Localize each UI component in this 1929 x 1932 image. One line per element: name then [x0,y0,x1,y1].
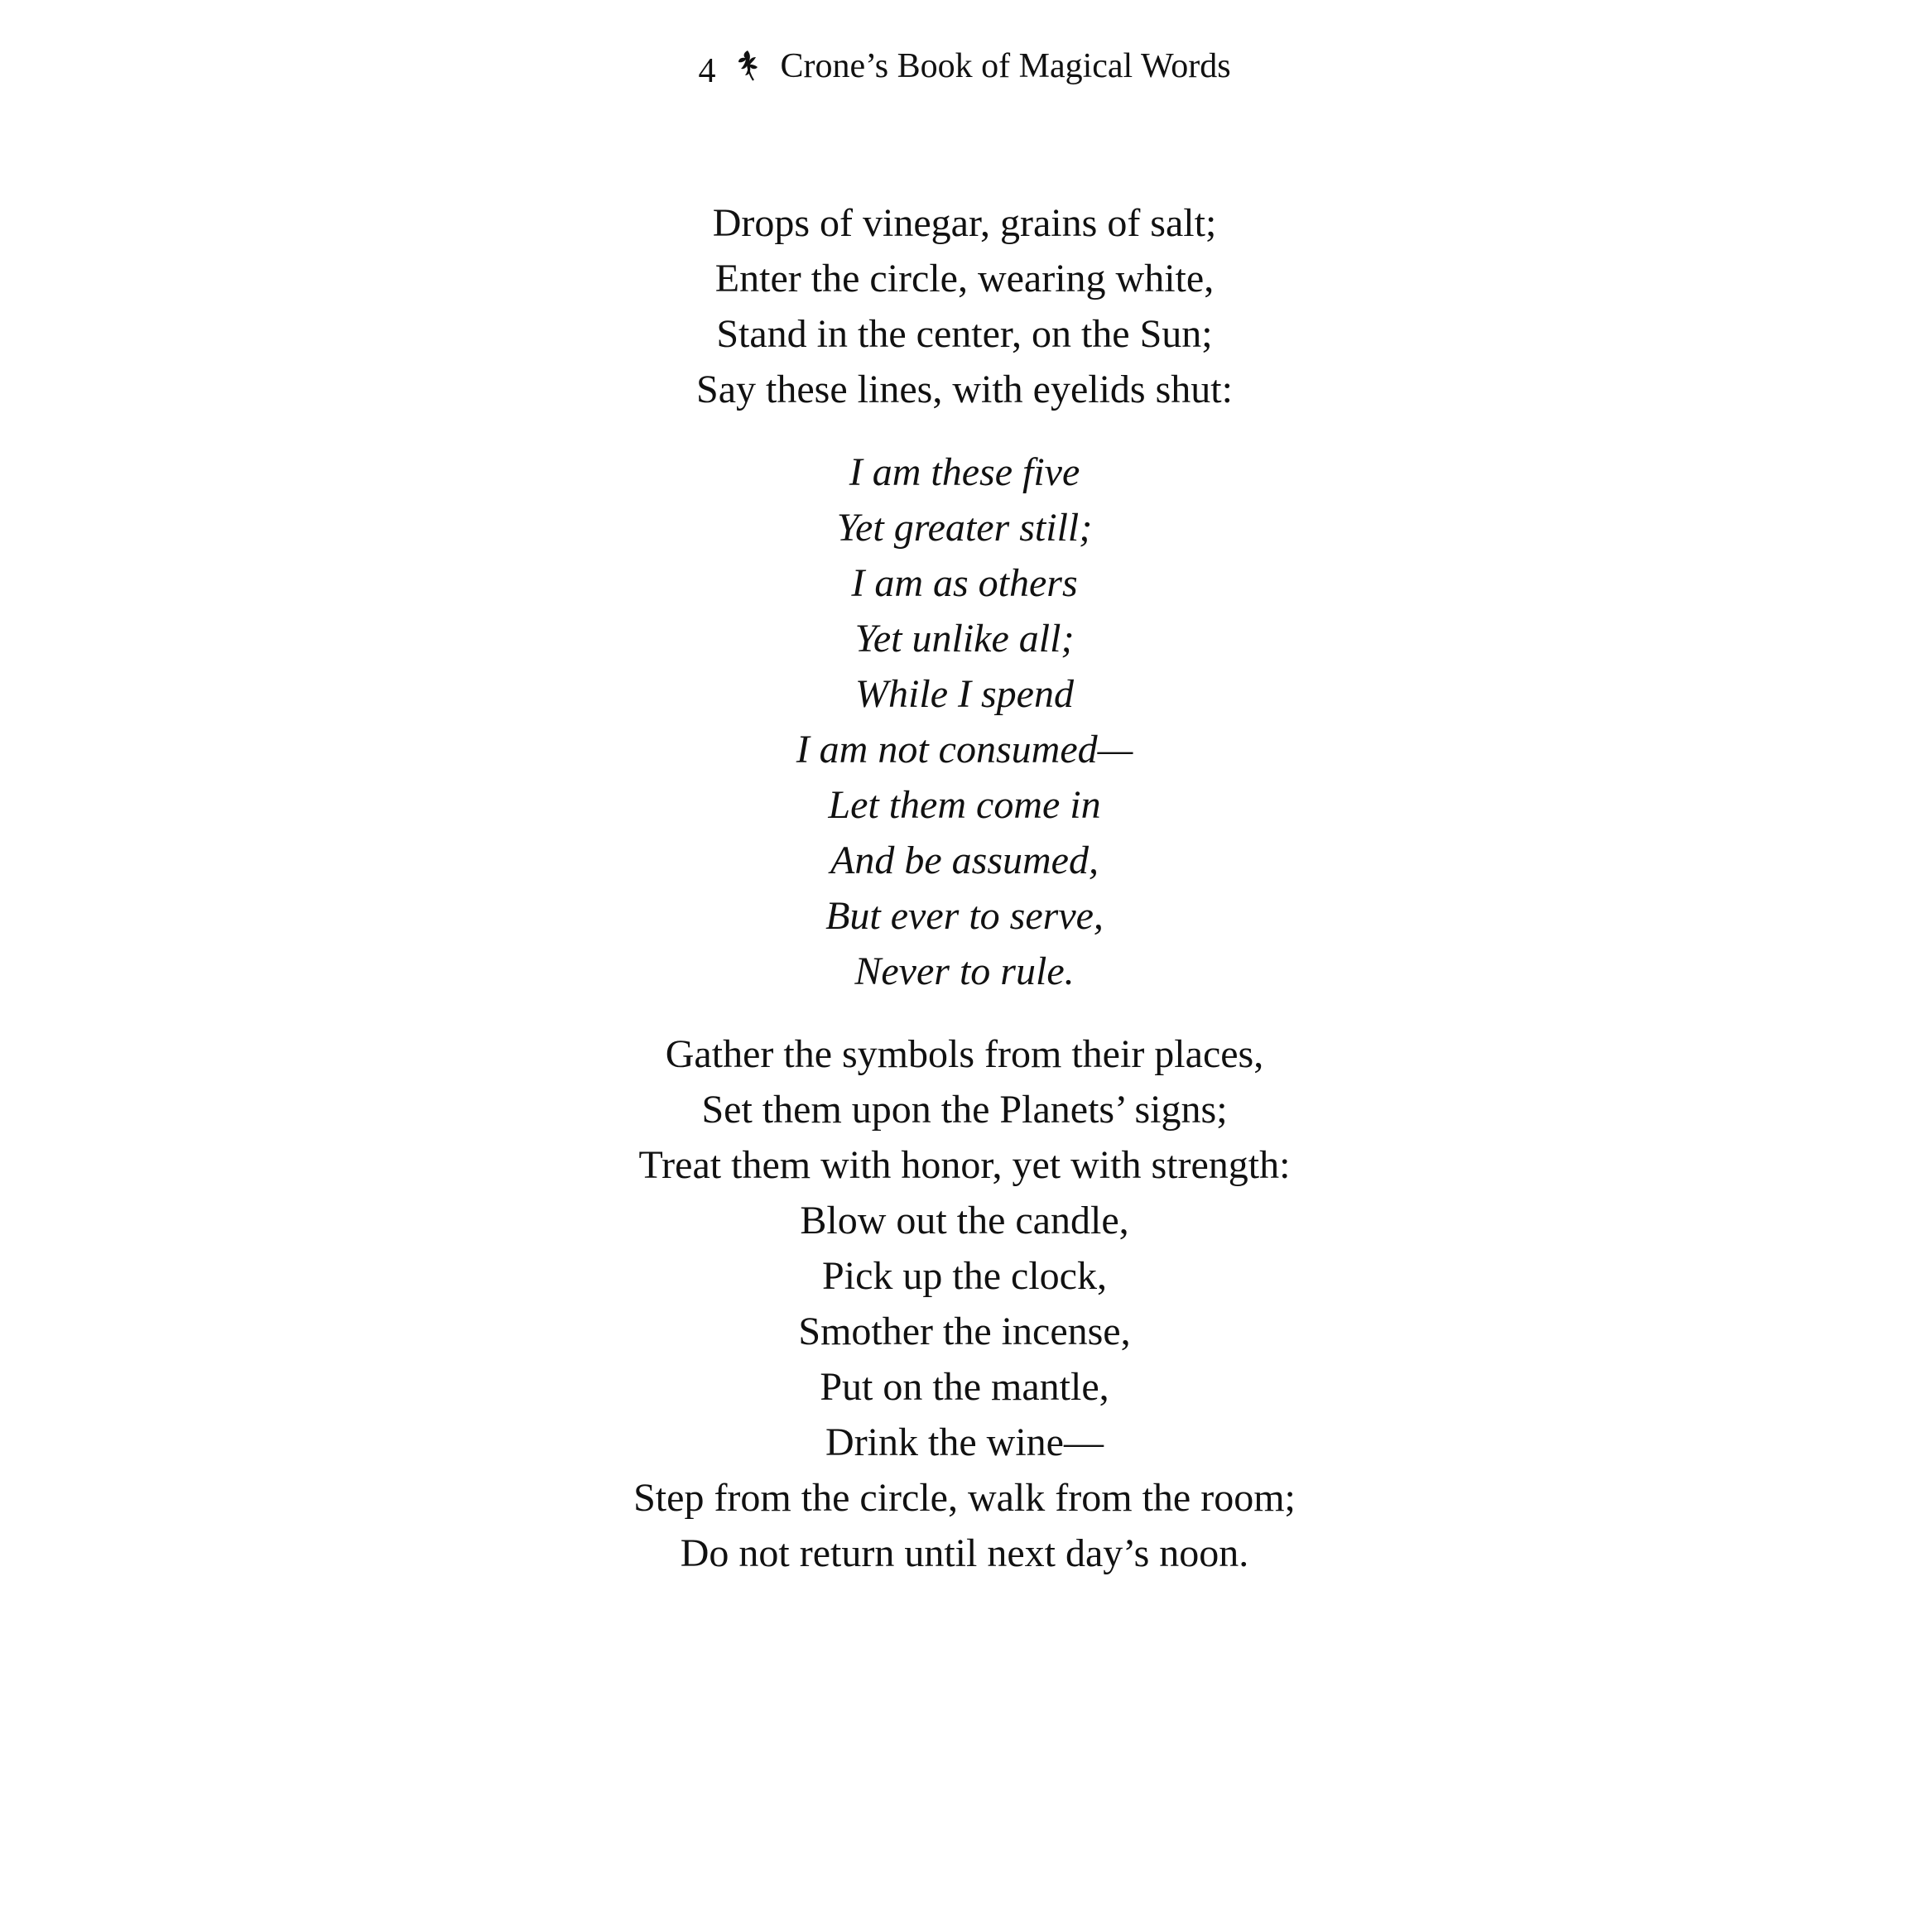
poem-line: Blow out the candle, [800,1199,1129,1242]
poem-line: Treat them with honor, yet with strength: [638,1143,1291,1187]
poem-line: But ever to serve, [825,894,1104,938]
poem-line: And be assumed, [830,839,1099,882]
poem-line: Set them upon the Planets’ signs; [701,1088,1228,1132]
poem-line: I am as others [851,561,1078,605]
poem-line: Let them come in [828,783,1101,827]
leaf-sprig-icon [734,47,762,84]
running-head [0,43,1929,89]
poem-line: Drink the wine— [825,1420,1104,1464]
page-number: 4 [698,52,716,90]
poem-line: I am these five [849,450,1080,494]
poem-line: Say these lines, with eyelids shut: [696,368,1233,411]
stanza-1 [0,195,1929,417]
poem-line: Never to rule. [854,949,1075,993]
running-title: Crone’s Book of Magical Words [780,47,1231,85]
poem-line: Drops of vinegar, grains of salt; [712,201,1217,245]
poem-line: Step from the circle, walk from the room; [633,1476,1296,1520]
poem-line: Do not return until next day’s noon. [680,1531,1249,1575]
poem-line: Yet unlike all; [854,617,1075,661]
poem-line: Put on the mantle, [820,1365,1109,1409]
poem-line: Enter the circle, wearing white, [714,257,1215,300]
poem-line: Pick up the clock, [822,1254,1107,1298]
poem-line: I am not consumed— [796,728,1133,771]
poem-line: Yet greater still; [836,506,1093,550]
poem-line: While I spend [855,672,1074,716]
stanza-3 [0,1026,1929,1581]
poem-line: Gather the symbols from their places, [665,1032,1264,1076]
poem-line: Stand in the center, on the Sun; [716,312,1213,356]
poem-line: Smother the incense, [798,1310,1131,1353]
poem [0,195,1929,1581]
stanza-2-incantation [0,445,1929,999]
